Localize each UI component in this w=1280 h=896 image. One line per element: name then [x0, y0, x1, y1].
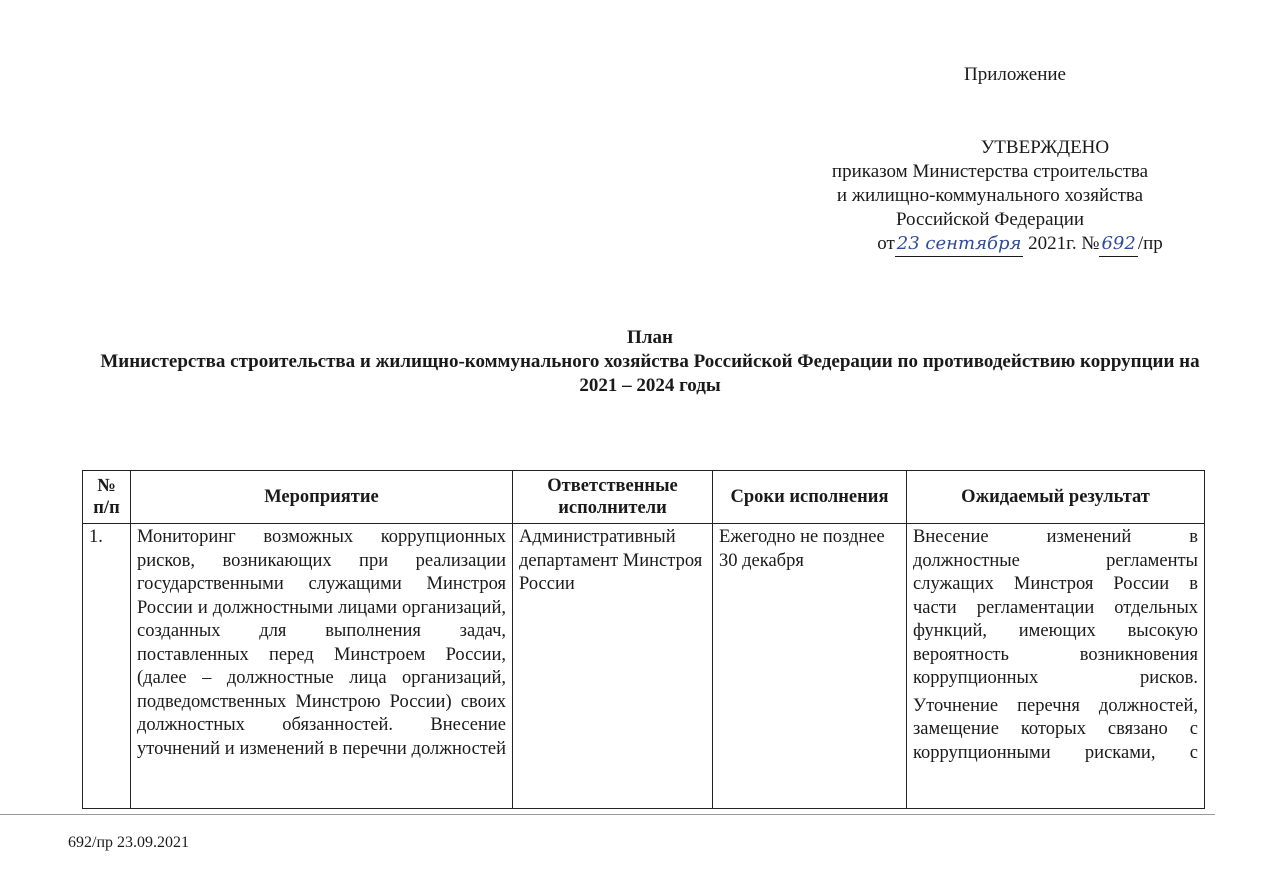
- order-prefix: от: [877, 233, 895, 254]
- document-title: [90, 326, 1210, 398]
- col-header-result: Ожидаемый результат: [907, 471, 1205, 524]
- approved-title: УТВЕРЖДЕНО: [980, 137, 1110, 158]
- title-line-2: Министерства строительства и жилищно-коммунального хозяйства Российской Федерации по противодействию коррупции на 2021 – 2024 годы: [100, 351, 1200, 396]
- plan-table: [82, 470, 1205, 809]
- order-suffix: /пр: [1137, 233, 1163, 254]
- row-activity: Мониторинг возможных коррупционных рисков, возникающих при реализации государственными служащими Минстроя России и должностными лицами организаций, созданных для выполнения задач, поставленных перед Минстроем России, (далее – должностные лица организаций, подведомственных Минстрою России) своих должностных обязанностей. Внесение уточнений и изменений в перечни должностей: [131, 524, 513, 809]
- footer-text: 692/пр 23.09.2021: [68, 834, 190, 851]
- order-year: 2021г. №: [1028, 233, 1100, 254]
- approval-block: [780, 136, 1200, 257]
- appendix-label: Приложение: [964, 64, 1066, 85]
- col-header-number: № п/п: [83, 471, 131, 524]
- approved-line-3: Российской Федерации: [895, 209, 1085, 230]
- approved-line-2: и жилищно-коммунального хозяйства: [836, 185, 1144, 206]
- row-number: 1.: [83, 524, 131, 809]
- result-paragraph-1: Внесение изменений в должностные регламенты служащих Минстроя России в части регламентации отдельных функций, имеющих высокую вероятность возникновения коррупционных рисков.: [913, 527, 1198, 688]
- table-header-row: [83, 471, 1205, 524]
- col-header-activity: Мероприятие: [131, 471, 513, 524]
- order-line: [780, 232, 1200, 257]
- table-row: [83, 524, 1205, 809]
- row-result: [907, 524, 1205, 809]
- result-paragraph-2: Уточнение перечня должностей, замещение которых связано с коррупционными рисками, с: [913, 695, 1198, 763]
- title-line-1: План: [627, 327, 673, 348]
- col-header-responsible: Ответственные исполнители: [513, 471, 713, 524]
- row-deadline: Ежегодно не позднее 30 декабря: [713, 524, 907, 809]
- order-date-handwritten: 23 сентября: [895, 232, 1024, 257]
- col-header-deadline: Сроки исполнения: [713, 471, 907, 524]
- row-responsible: Административный департамент Минстроя России: [513, 524, 713, 809]
- order-number-handwritten: 692: [1099, 232, 1137, 257]
- footer-divider: [0, 814, 1215, 815]
- approved-line-1: приказом Министерства строительства: [831, 161, 1149, 182]
